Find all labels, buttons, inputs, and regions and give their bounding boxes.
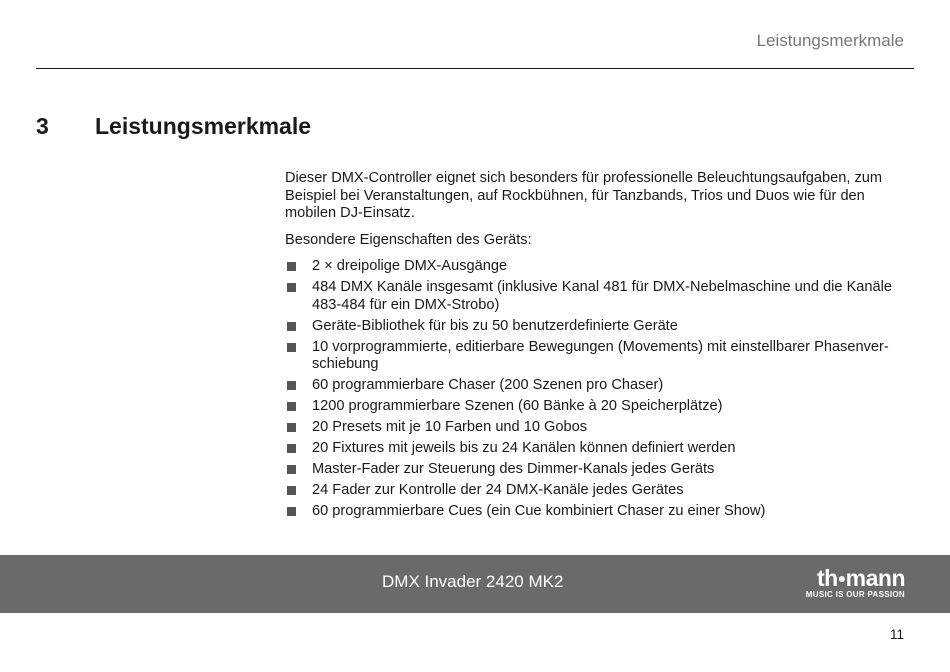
list-item — [285, 318, 910, 336]
square-bullet-icon — [287, 507, 296, 516]
square-bullet-icon — [287, 381, 296, 390]
brand-wordmark — [806, 567, 905, 589]
list-item — [285, 258, 910, 276]
square-bullet-icon — [287, 322, 296, 331]
square-bullet-icon — [287, 444, 296, 453]
list-item-text: 484 DMX Kanäle insgesamt (inklusive Kanal 481 für DMX-Nebelmaschine und die Kanäle 483-484 für ein DMX-Strobo) — [312, 279, 893, 313]
list-item — [285, 503, 910, 521]
list-item-text: 1200 programmierbare Szenen (60 Bänke à 20 Speicherplätze) — [312, 398, 723, 414]
list-item — [285, 440, 910, 458]
brand-name-left: th — [816, 565, 838, 591]
list-item — [285, 419, 910, 437]
header-divider — [36, 68, 914, 69]
running-header: Leistungsmerkmale — [756, 31, 904, 50]
main-content — [285, 170, 910, 524]
footer-bar — [0, 555, 950, 613]
features-heading: Besondere Eigenschaften des Geräts: — [285, 231, 532, 248]
list-item — [285, 398, 910, 416]
section-heading — [36, 113, 311, 140]
feature-list — [285, 258, 910, 521]
square-bullet-icon — [287, 486, 296, 495]
brand-name-right: mann — [845, 565, 905, 591]
list-item-text: 24 Fader zur Kontrolle der 24 DMX-Kanäle jedes Gerätes — [312, 482, 684, 498]
list-item — [285, 279, 910, 314]
square-bullet-icon — [287, 465, 296, 474]
intro-paragraph: Dieser DMX-Controller eignet sich besonders für professionelle Beleuchtungsaufgaben, zum Beispiel bei Veranstaltungen, auf Rockbühnen, für Tanzbands, Trios und Duos wie für den mobilen DJ-Einsatz. — [285, 170, 883, 221]
square-bullet-icon — [287, 423, 296, 432]
brand-tagline: MUSIC IS OUR PASSION — [805, 590, 905, 599]
list-item-text: 2 × dreipolige DMX-Ausgänge — [312, 258, 508, 274]
list-item-text: 60 programmierbare Chaser (200 Szenen pro Chaser) — [312, 377, 664, 393]
square-bullet-icon — [287, 262, 296, 271]
square-bullet-icon — [287, 343, 296, 352]
section-number: 3 — [36, 113, 49, 139]
list-item — [285, 339, 910, 374]
section-title: Leistungsmerkmale — [95, 113, 312, 139]
list-item-text: Geräte-Bibliothek für bis zu 50 benutzerdefinierte Geräte — [312, 317, 678, 334]
product-name: DMX Invader 2420 MK2 — [382, 572, 564, 591]
brand-dot-icon: ● — [837, 570, 846, 586]
list-item-text: Master-Fader zur Steuerung des Dimmer-Kanals jedes Geräts — [312, 461, 715, 477]
list-item-text: 60 programmierbare Cues (ein Cue kombiniert Chaser zu einer Show) — [312, 503, 766, 519]
page-number: 11 — [889, 627, 904, 642]
list-item-text: 20 Presets mit je 10 Farben und 10 Gobos — [312, 419, 588, 435]
list-item-text: 20 Fixtures mit jeweils bis zu 24 Kanälen können definiert werden — [312, 440, 736, 456]
list-item — [285, 482, 910, 500]
square-bullet-icon — [287, 402, 296, 411]
list-item — [285, 461, 910, 479]
brand-logo — [806, 567, 905, 601]
square-bullet-icon — [287, 283, 296, 292]
list-item — [285, 377, 910, 395]
list-item-text: 10 vorprogrammierte, editierbare Bewegungen (Movements) mit einstellbarer Phasenverschiebung — [312, 338, 889, 372]
